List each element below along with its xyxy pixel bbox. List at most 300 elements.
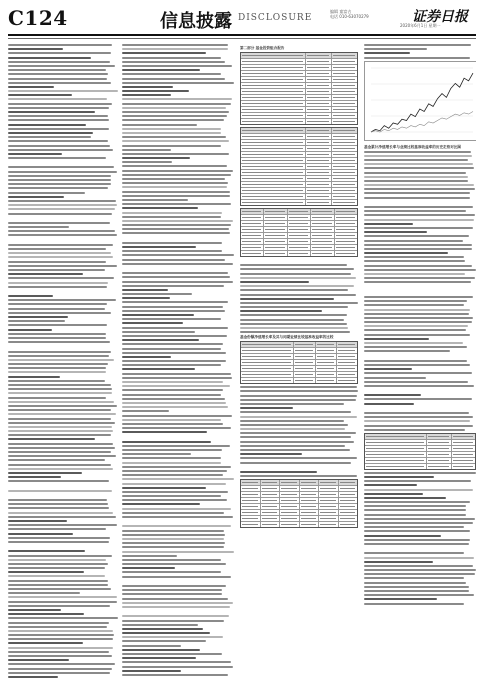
table-cell bbox=[306, 200, 332, 205]
text-line bbox=[240, 457, 357, 459]
text-line bbox=[8, 48, 63, 50]
text-line bbox=[8, 256, 113, 258]
text-line bbox=[122, 57, 221, 59]
phone-line: 电话 010-63070279 bbox=[330, 14, 369, 19]
text-line bbox=[240, 273, 351, 275]
text-line bbox=[240, 302, 358, 304]
table-cell bbox=[311, 227, 334, 232]
text-line bbox=[364, 240, 463, 242]
text-line bbox=[122, 272, 228, 274]
table-cell bbox=[306, 71, 332, 76]
text-line bbox=[8, 86, 54, 88]
text-line bbox=[8, 124, 86, 126]
text-line bbox=[8, 571, 84, 573]
text-block bbox=[364, 151, 476, 431]
text-line bbox=[122, 140, 229, 142]
text-line bbox=[122, 301, 228, 303]
text-line bbox=[122, 322, 183, 324]
text-line bbox=[8, 524, 117, 526]
table-cell bbox=[319, 522, 339, 527]
text-line bbox=[122, 339, 199, 341]
table-cell bbox=[241, 516, 261, 521]
text-line bbox=[122, 670, 181, 672]
text-line bbox=[122, 402, 226, 404]
text-line bbox=[8, 187, 108, 189]
text-line bbox=[122, 538, 224, 540]
text-line bbox=[8, 98, 107, 100]
table-cell bbox=[261, 480, 281, 485]
text-line bbox=[122, 530, 224, 532]
text-line bbox=[122, 516, 233, 518]
text-line bbox=[122, 610, 234, 613]
table-cell bbox=[294, 348, 315, 353]
table-cell bbox=[306, 107, 332, 112]
text-line bbox=[8, 520, 67, 522]
table-cell bbox=[241, 158, 306, 163]
table-cell bbox=[316, 378, 337, 383]
text-line bbox=[240, 449, 350, 451]
table-cell bbox=[294, 354, 315, 359]
table-cell bbox=[319, 510, 339, 515]
table-cell bbox=[241, 366, 294, 371]
text-line bbox=[8, 82, 111, 84]
text-line bbox=[8, 265, 117, 267]
header-rule-thin bbox=[8, 38, 476, 39]
text-line bbox=[240, 462, 351, 464]
text-line bbox=[364, 505, 466, 507]
table-cell bbox=[241, 360, 294, 365]
text-line bbox=[122, 559, 221, 561]
text-line bbox=[8, 145, 110, 147]
text-line bbox=[364, 355, 476, 358]
table-cell bbox=[241, 71, 306, 76]
text-line bbox=[122, 585, 226, 587]
text-line bbox=[122, 161, 172, 163]
text-line bbox=[364, 530, 470, 532]
text-line bbox=[8, 299, 116, 301]
text-line bbox=[122, 499, 227, 501]
table-cell bbox=[311, 221, 334, 226]
table-cell bbox=[294, 342, 315, 347]
text-line bbox=[122, 406, 228, 408]
text-line bbox=[122, 636, 223, 638]
text-line bbox=[8, 490, 112, 492]
text-line bbox=[122, 276, 230, 278]
text-line bbox=[364, 219, 474, 221]
text-line bbox=[8, 73, 108, 75]
table-cell bbox=[316, 372, 337, 377]
text-line bbox=[122, 136, 226, 138]
text-line bbox=[240, 441, 354, 443]
table-cell bbox=[306, 188, 332, 193]
table-cell bbox=[306, 101, 332, 106]
text-line bbox=[364, 188, 475, 190]
text-line bbox=[122, 293, 192, 295]
text-line bbox=[8, 668, 112, 670]
table-cell bbox=[306, 83, 332, 88]
table-cell bbox=[311, 209, 334, 214]
text-line bbox=[8, 183, 111, 185]
text-line bbox=[122, 410, 169, 412]
table-cell bbox=[300, 498, 320, 503]
text-line bbox=[364, 526, 464, 528]
table-cell bbox=[332, 71, 357, 76]
text-line bbox=[8, 622, 109, 624]
text-line bbox=[122, 555, 177, 557]
text-line bbox=[364, 325, 468, 327]
table-cell bbox=[365, 446, 427, 451]
text-line bbox=[364, 244, 472, 246]
text-line bbox=[122, 653, 222, 655]
text-line bbox=[240, 323, 347, 325]
table-cell bbox=[306, 134, 332, 139]
text-line bbox=[8, 52, 111, 54]
text-line bbox=[364, 522, 473, 524]
text-line bbox=[122, 124, 197, 126]
text-line bbox=[8, 663, 115, 665]
table-cell bbox=[241, 504, 261, 509]
text-line bbox=[122, 69, 200, 71]
text-line bbox=[8, 563, 108, 565]
text-line bbox=[122, 65, 232, 67]
text-line bbox=[364, 586, 469, 588]
text-line bbox=[122, 310, 225, 312]
text-line bbox=[122, 94, 171, 96]
text-line bbox=[122, 263, 233, 265]
table-cell bbox=[261, 516, 281, 521]
text-line bbox=[122, 423, 223, 425]
text-line bbox=[122, 491, 228, 493]
text-line bbox=[122, 615, 229, 617]
text-line bbox=[8, 605, 110, 607]
table-cell bbox=[261, 492, 281, 497]
text-line bbox=[364, 552, 464, 554]
table-row bbox=[241, 200, 357, 205]
text-line bbox=[364, 543, 469, 545]
newspaper-logo: 证券日报 bbox=[412, 9, 468, 25]
text-line bbox=[240, 319, 344, 321]
text-line bbox=[8, 642, 83, 644]
text-line bbox=[122, 576, 231, 578]
text-line bbox=[122, 318, 221, 320]
text-line bbox=[8, 659, 69, 661]
table-cell bbox=[294, 378, 315, 383]
text-line bbox=[8, 630, 113, 632]
text-line bbox=[122, 254, 234, 256]
table-cell bbox=[241, 348, 294, 353]
text-line bbox=[8, 103, 112, 105]
text-line bbox=[122, 478, 234, 480]
table-cell bbox=[241, 113, 306, 118]
table-cell bbox=[332, 200, 357, 205]
text-line bbox=[122, 398, 225, 400]
text-line bbox=[364, 192, 470, 194]
table-cell bbox=[339, 504, 358, 509]
text-line bbox=[8, 136, 91, 138]
table-cell bbox=[306, 128, 332, 133]
text-line bbox=[240, 264, 347, 266]
text-line bbox=[364, 338, 429, 340]
text-line bbox=[364, 155, 472, 157]
text-line bbox=[8, 459, 105, 461]
text-line bbox=[8, 341, 110, 343]
text-line bbox=[8, 516, 116, 518]
nav-growth-chart bbox=[364, 61, 476, 141]
text-line bbox=[240, 416, 357, 418]
text-line bbox=[8, 175, 111, 177]
text-line bbox=[122, 237, 234, 240]
text-line bbox=[364, 407, 476, 410]
table-cell bbox=[332, 152, 357, 157]
text-line bbox=[240, 428, 345, 430]
text-line bbox=[8, 647, 113, 649]
text-line bbox=[364, 342, 463, 344]
text-line bbox=[122, 435, 234, 438]
text-line bbox=[8, 128, 109, 130]
table-cell bbox=[280, 522, 300, 527]
text-line bbox=[8, 324, 107, 326]
text-line bbox=[240, 289, 348, 291]
table-cell bbox=[319, 498, 339, 503]
text-line bbox=[122, 48, 228, 50]
text-line bbox=[122, 542, 225, 544]
text-line bbox=[364, 385, 474, 387]
text-line bbox=[8, 367, 106, 369]
table-cell bbox=[280, 510, 300, 515]
table-cell bbox=[241, 227, 264, 232]
text-line bbox=[364, 48, 427, 50]
text-line bbox=[364, 346, 467, 348]
table-cell bbox=[311, 239, 334, 244]
table-cell bbox=[241, 95, 306, 100]
text-line bbox=[122, 474, 223, 476]
text-line bbox=[8, 434, 111, 436]
table-cell bbox=[300, 486, 320, 491]
text-line bbox=[240, 403, 344, 405]
table-cell bbox=[319, 480, 339, 485]
text-line bbox=[364, 329, 466, 331]
table-cell bbox=[241, 480, 261, 485]
text-line bbox=[122, 453, 191, 455]
text-line bbox=[8, 282, 108, 284]
text-line bbox=[8, 115, 108, 117]
masthead bbox=[0, 0, 484, 36]
text-line bbox=[8, 443, 113, 445]
text-line bbox=[8, 655, 112, 657]
table-cell bbox=[288, 209, 311, 214]
text-line bbox=[8, 584, 108, 586]
text-line bbox=[122, 415, 232, 417]
text-line bbox=[8, 609, 61, 611]
text-line bbox=[122, 356, 171, 358]
text-line bbox=[122, 297, 170, 299]
table-cell bbox=[261, 486, 281, 491]
text-line bbox=[122, 182, 228, 184]
table-cell bbox=[332, 119, 357, 124]
text-line bbox=[364, 206, 473, 208]
text-line bbox=[8, 494, 118, 497]
text-line bbox=[364, 416, 473, 418]
table-cell bbox=[365, 434, 427, 439]
text-line bbox=[8, 634, 114, 636]
text-line bbox=[364, 368, 412, 370]
table-cell bbox=[335, 227, 357, 232]
text-line bbox=[240, 420, 344, 422]
text-line bbox=[122, 128, 221, 130]
text-line bbox=[122, 466, 231, 468]
table-cell bbox=[306, 194, 332, 199]
text-line bbox=[8, 392, 112, 394]
table-cell bbox=[332, 158, 357, 163]
text-line bbox=[364, 372, 472, 374]
table-cell bbox=[337, 372, 357, 377]
text-line bbox=[122, 78, 225, 80]
text-line bbox=[122, 174, 231, 176]
text-line bbox=[122, 394, 221, 396]
text-line bbox=[8, 337, 106, 339]
text-line bbox=[122, 431, 207, 433]
table-cell bbox=[427, 434, 451, 439]
text-line bbox=[8, 413, 116, 415]
text-line bbox=[364, 350, 450, 352]
text-line bbox=[8, 550, 85, 552]
text-line bbox=[8, 371, 106, 373]
text-line bbox=[364, 569, 476, 571]
table-cell bbox=[311, 245, 334, 250]
text-line bbox=[122, 381, 223, 383]
text-line bbox=[8, 44, 112, 46]
asset-allocation-table bbox=[240, 52, 358, 125]
text-line bbox=[8, 200, 116, 202]
text-line bbox=[122, 199, 188, 201]
table-cell bbox=[241, 170, 306, 175]
table-cell bbox=[288, 233, 311, 238]
text-line bbox=[8, 418, 111, 420]
table-cell bbox=[241, 215, 264, 220]
table-cell bbox=[288, 215, 311, 220]
table-cell bbox=[241, 101, 306, 106]
table-cell bbox=[280, 480, 300, 485]
text-line bbox=[122, 103, 231, 105]
table-cell bbox=[241, 194, 306, 199]
text-line bbox=[8, 613, 84, 615]
text-block bbox=[8, 44, 118, 678]
table-cell bbox=[339, 522, 358, 527]
performance-table bbox=[240, 479, 358, 528]
text-line bbox=[240, 471, 317, 473]
text-line bbox=[8, 261, 106, 263]
text-line bbox=[8, 451, 111, 453]
table-cell bbox=[332, 140, 357, 145]
table-cell bbox=[332, 194, 357, 199]
text-line bbox=[8, 380, 105, 382]
text-line bbox=[364, 425, 473, 427]
table-cell bbox=[288, 239, 311, 244]
table-cell bbox=[306, 95, 332, 100]
chart-series-line-1 bbox=[371, 73, 473, 132]
text-line bbox=[122, 571, 221, 573]
table-cell bbox=[332, 59, 357, 64]
table-cell bbox=[241, 378, 294, 383]
text-line bbox=[364, 598, 437, 600]
text-line bbox=[122, 364, 221, 366]
text-line bbox=[8, 230, 115, 232]
text-line bbox=[8, 208, 115, 210]
text-line bbox=[364, 573, 475, 575]
table-cell bbox=[300, 510, 320, 515]
text-line bbox=[122, 593, 222, 595]
text-line bbox=[122, 314, 194, 316]
table-cell bbox=[241, 209, 264, 214]
text-line bbox=[8, 512, 113, 514]
text-line bbox=[8, 537, 110, 539]
text-line bbox=[122, 520, 234, 523]
table-cell bbox=[335, 215, 357, 220]
editor-line: 编辑 童富吉 bbox=[330, 9, 352, 14]
text-line bbox=[8, 480, 109, 482]
table-cell bbox=[241, 510, 261, 515]
text-line bbox=[364, 214, 475, 216]
text-line bbox=[8, 472, 82, 474]
text-line bbox=[240, 432, 356, 434]
text-line bbox=[122, 44, 228, 46]
table-cell bbox=[306, 152, 332, 157]
text-line bbox=[364, 281, 471, 283]
text-line bbox=[364, 394, 421, 396]
table-cell bbox=[339, 486, 358, 491]
text-line bbox=[122, 419, 221, 421]
text-line bbox=[364, 286, 476, 289]
text-line bbox=[8, 638, 113, 640]
text-line bbox=[364, 497, 446, 499]
text-line bbox=[122, 220, 233, 222]
table-cell bbox=[339, 492, 358, 497]
text-line bbox=[8, 388, 112, 390]
text-line bbox=[364, 252, 448, 254]
text-line bbox=[122, 250, 222, 252]
text-line bbox=[122, 165, 227, 167]
text-line bbox=[122, 157, 190, 159]
text-line bbox=[122, 335, 227, 337]
text-line bbox=[240, 453, 302, 455]
table-cell bbox=[335, 233, 357, 238]
text-line bbox=[240, 259, 358, 262]
text-line bbox=[122, 563, 226, 565]
text-line bbox=[122, 666, 233, 668]
table-cell bbox=[300, 504, 320, 509]
table-cell bbox=[241, 239, 264, 244]
table-cell bbox=[332, 182, 357, 187]
text-line bbox=[122, 457, 221, 459]
table-cell bbox=[241, 251, 264, 256]
text-line bbox=[364, 227, 473, 229]
table-cell bbox=[339, 498, 358, 503]
text-line bbox=[364, 201, 476, 204]
text-line bbox=[8, 166, 114, 168]
table-cell bbox=[332, 83, 357, 88]
table-cell bbox=[339, 510, 358, 515]
text-line bbox=[8, 316, 68, 318]
text-line bbox=[8, 426, 112, 428]
text-line bbox=[8, 617, 118, 619]
table-cell bbox=[316, 348, 337, 353]
text-line bbox=[8, 57, 91, 59]
text-line bbox=[122, 441, 211, 443]
text-line bbox=[122, 232, 230, 234]
table-cell bbox=[264, 239, 287, 244]
table-cell bbox=[241, 83, 306, 88]
text-line bbox=[122, 115, 227, 117]
